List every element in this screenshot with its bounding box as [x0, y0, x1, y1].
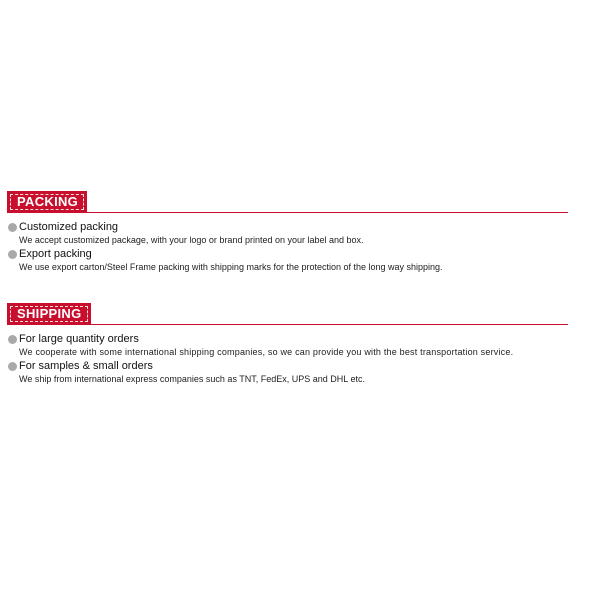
- packing-item-customized: [8, 221, 568, 246]
- shipping-item-description: We ship from international express companies such as TNT, FedEx, UPS and DHL etc.: [19, 374, 365, 384]
- shipping-item-title: For large quantity orders: [19, 333, 139, 345]
- bullet-circle-icon: [8, 362, 17, 371]
- bullet-circle-icon: [8, 250, 17, 259]
- packing-heading-rule: [8, 212, 568, 213]
- bullet-circle-icon: [8, 223, 17, 232]
- bullet-circle-icon: [8, 335, 17, 344]
- packing-item-description: We use export carton/Steel Frame packing with shipping marks for the protection of the long way shipping.: [19, 262, 443, 272]
- packing-item-title: Export packing: [19, 248, 92, 260]
- packing-item-export: [8, 248, 568, 273]
- shipping-heading: SHIPPING: [8, 304, 90, 324]
- packing-item-description: We accept customized package, with your logo or brand printed on your label and box.: [19, 235, 364, 245]
- packing-heading: PACKING: [8, 192, 86, 212]
- packing-section: [8, 192, 568, 273]
- packing-item-title: Customized packing: [19, 221, 119, 233]
- shipping-heading-rule: [8, 324, 568, 325]
- shipping-item-title: For samples & small orders: [19, 360, 153, 372]
- shipping-section: [8, 304, 568, 385]
- shipping-item-large-orders: [8, 333, 568, 358]
- shipping-item-description: We cooperate with some international shipping companies, so we can provide you with the best transportation service.: [19, 347, 514, 357]
- shipping-item-samples: [8, 360, 568, 385]
